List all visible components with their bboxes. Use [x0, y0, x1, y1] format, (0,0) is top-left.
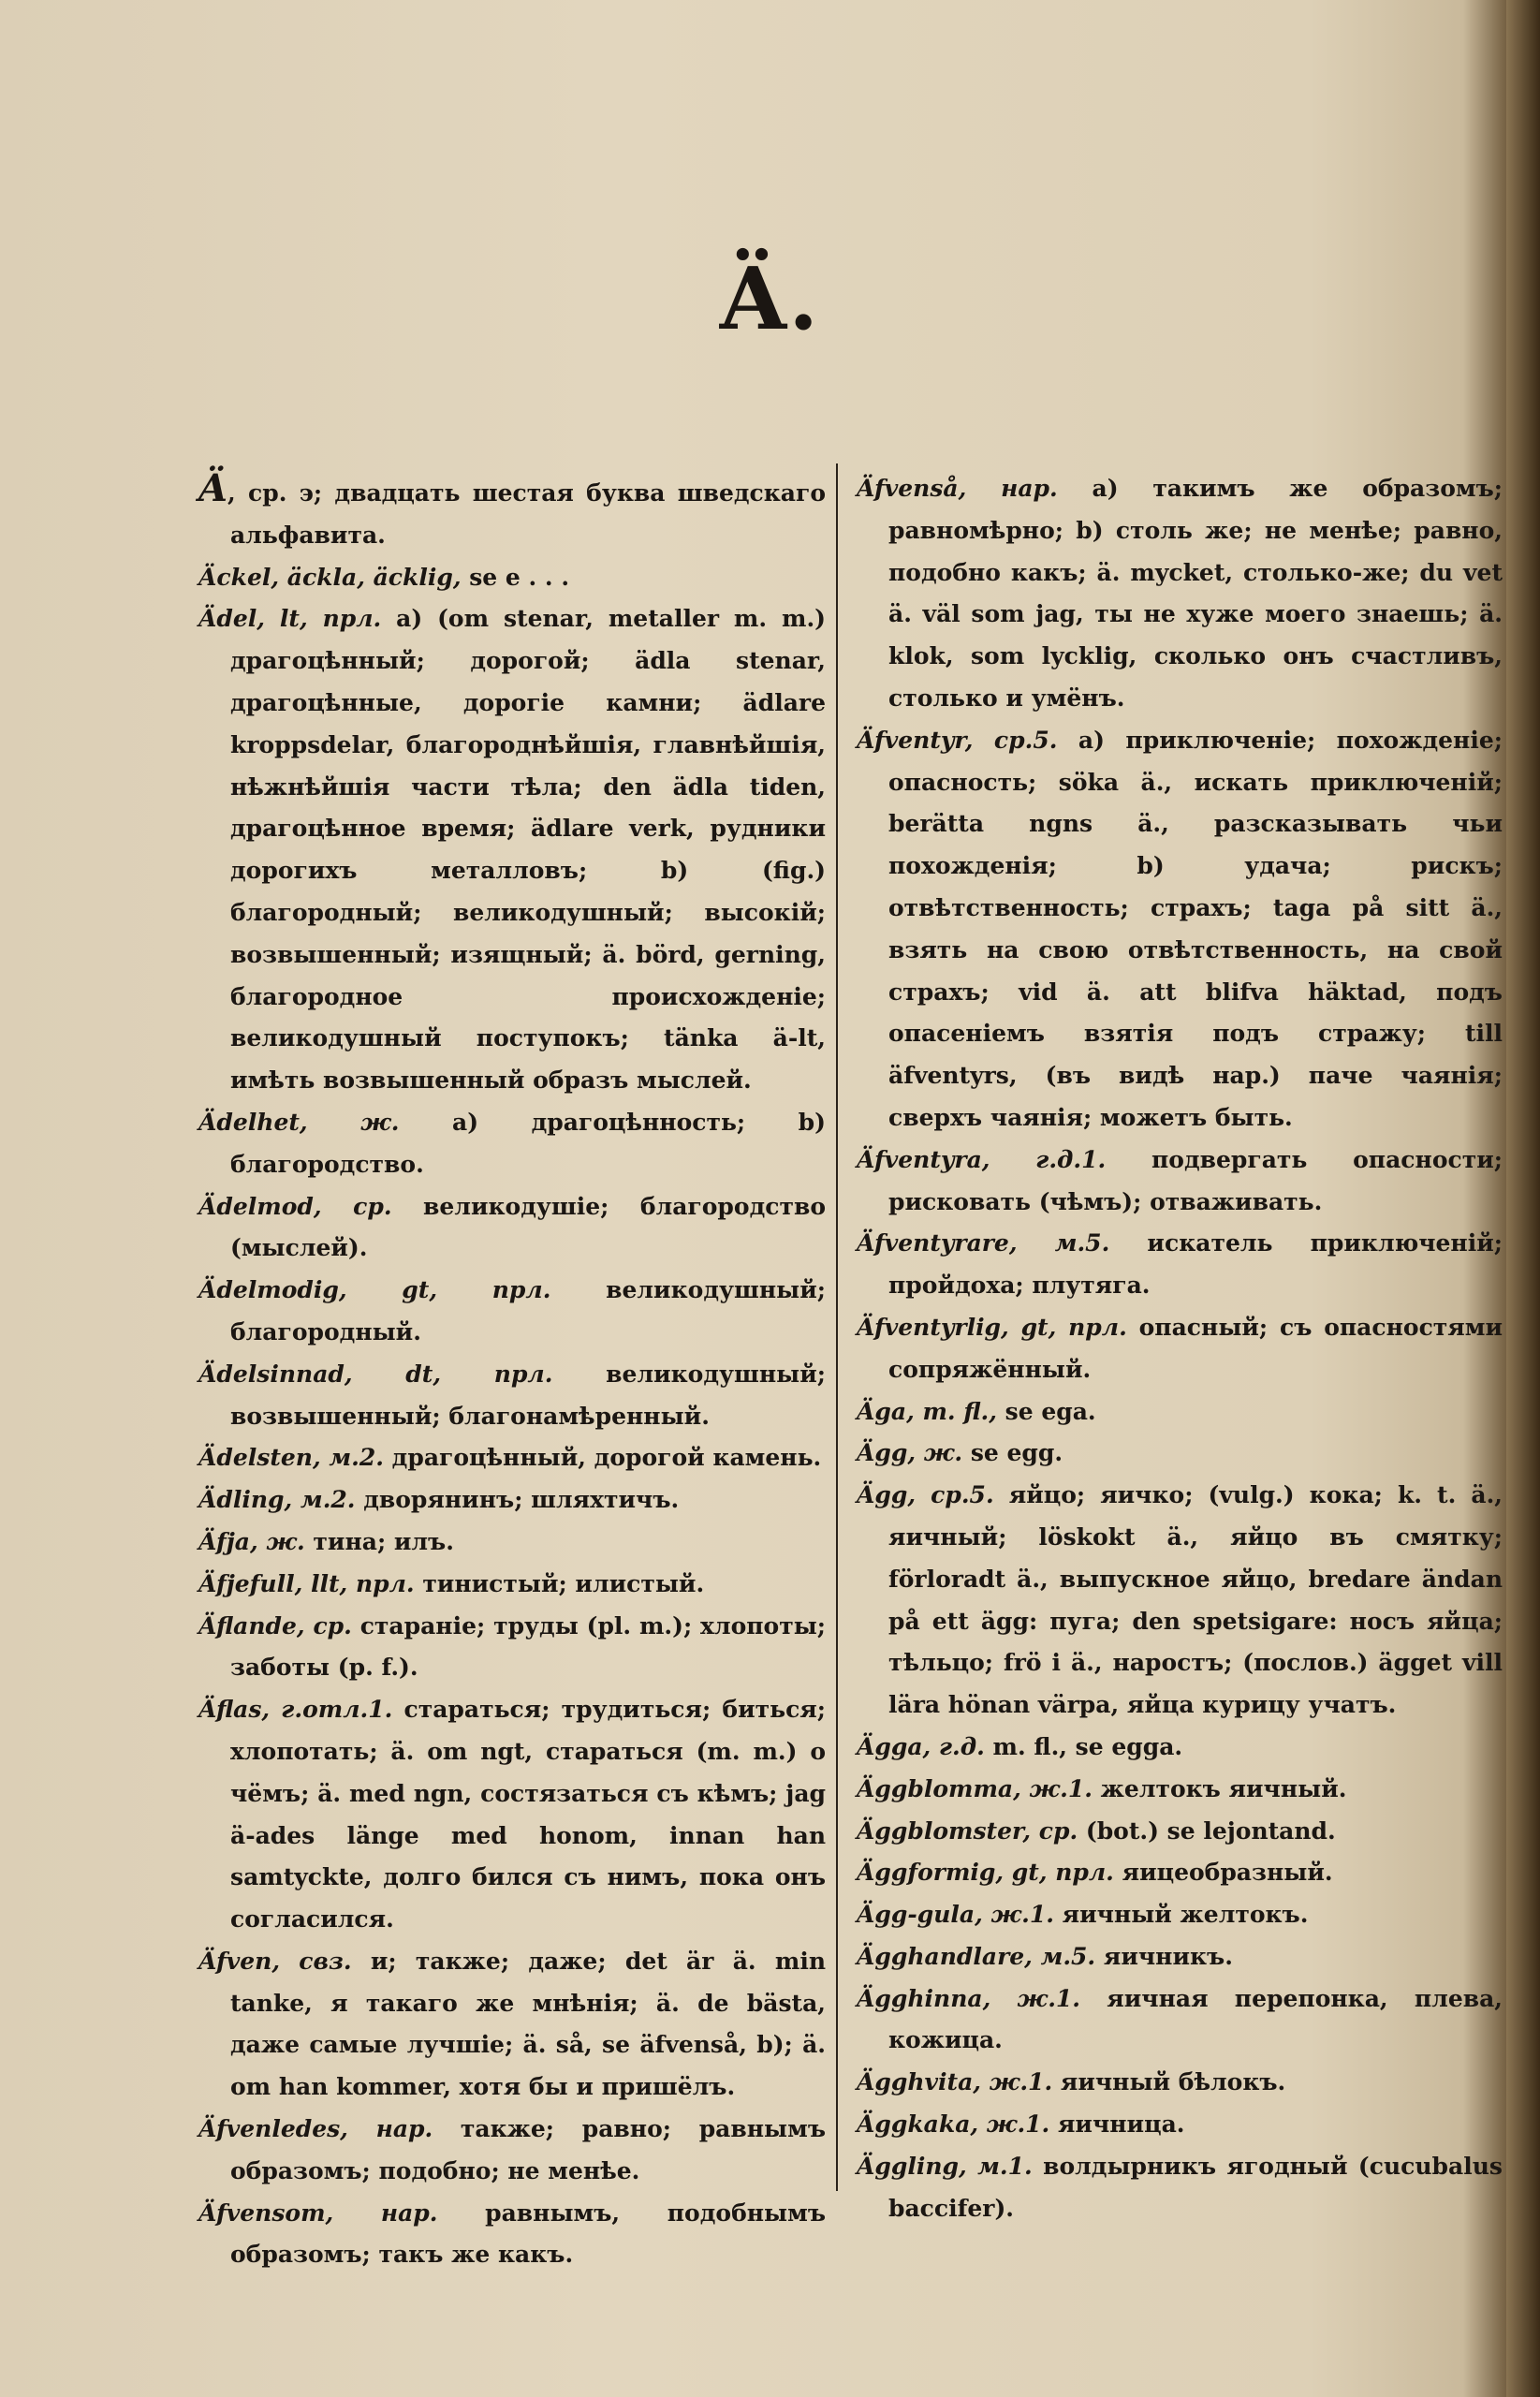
entry-definition: яичница. [1049, 2110, 1185, 2139]
dictionary-entry [857, 1140, 1503, 1224]
entry-definition: se egg. [962, 1439, 1063, 1467]
entry-headword: Ädelmod, ср. [198, 1192, 392, 1220]
entry-definition: подвергать опасности; рисковать (чѣмъ); отваживать. [888, 1145, 1503, 1215]
entry-definition: яичный бѣлокъ. [1052, 2068, 1286, 2096]
entry-definition: (bot.) se lejontand. [1078, 1816, 1336, 1845]
entry-headword: Ädling, м.2. [198, 1486, 356, 1514]
entry-headword: Äfventyrlig, gt, прл. [857, 1313, 1127, 1341]
entry-definition: великодушный; благородный. [230, 1276, 826, 1346]
dictionary-entry [857, 1433, 1503, 1475]
entry-definition: яичный желтокъ. [1053, 1901, 1309, 1929]
entry-definition: m. fl., se egga. [984, 1732, 1183, 1760]
dictionary-entry [857, 1223, 1503, 1307]
dictionary-entry [198, 1689, 826, 1941]
entry-definition: равнымъ, подобнымъ образомъ; такъ же какъ. [230, 2198, 827, 2269]
dictionary-entry [198, 1479, 826, 1522]
entry-headword: Äflande, ср. [198, 1611, 352, 1640]
dictionary-entry [857, 1936, 1503, 1978]
dictionary-entry [857, 1391, 1503, 1434]
entry-headword: Äckel, äckla, äcklig, [198, 563, 462, 591]
entry-headword: Äfventyra, г.д.1. [857, 1145, 1107, 1173]
entry-definition: искатель приключеній; пройдоха; плутяга. [888, 1229, 1503, 1300]
dictionary-entry [857, 720, 1503, 1140]
entry-headword: Äfja, ж. [198, 1527, 305, 1555]
page-edge [1506, 0, 1540, 2397]
entry-headword: Äggblomma, ж.1. [857, 1774, 1093, 1802]
entry-definition: и; также; даже; det är ä. min tanke, я такаго же мнѣнія; ä. de bästa, даже самые лучшіе; ä. så, se äfvenså, b); ä. om han kommer, хотя бы и пришёлъ. [230, 1947, 827, 2101]
entry-definition: яицеобразный. [1113, 1859, 1333, 1887]
entry-definition: волдырникъ ягодный (cucubalus baccifer). [888, 2152, 1503, 2222]
dictionary-entry [857, 2146, 1503, 2230]
entry-headword: Ägghvita, ж.1. [857, 2068, 1053, 2096]
dictionary-entry [198, 1564, 826, 1606]
dictionary-entry [198, 1941, 826, 2109]
entry-headword: Äfvenledes, нар. [198, 2115, 433, 2143]
entry-definition: тина; илъ. [304, 1527, 454, 1555]
entry-definition: стараніе; труды (pl. m.); хлопоты; заботы (p. f.). [230, 1611, 826, 1682]
entry-headword: Äggling, м.1. [857, 2152, 1033, 2180]
dictionary-entry [857, 1978, 1503, 2063]
dictionary-entry [857, 1894, 1503, 1936]
entry-headword: Äfvensom, нар. [198, 2198, 438, 2227]
entry-definition: a) такимъ же образомъ; равномѣрно; b) столь же; не менѣе; равно, подобно какъ; ä. mycket, столько-же; du vet ä. väl som jag, ты не хуже моего знаешь; ä. klok, som lycklig, сколько онъ счастливъ, столько и умёнъ. [888, 475, 1503, 712]
dictionary-entry [198, 2193, 826, 2277]
entry-headword: Äfjefull, llt, прл. [198, 1569, 415, 1597]
entry-headword: Äfventyr, ср.5. [857, 726, 1058, 754]
right-column [857, 468, 1503, 2229]
entry-definition: a) (om stenar, metaller m. m.) драгоцѣнный; дорогой; ädla stenar, драгоцѣнные, дорогіе камни; ädlare kroppsdelar, благороднѣйшія, главнѣйшія, нѣжнѣйшія части тѣла; den ädla tiden, драгоцѣнное время; ädlare verk, рудники дорогихъ металловъ; b) (fig.) благородный; великодушный; высокій; возвышенный; изящный; ä. börd, gerning, благородное происхожденіе; великодушный поступокъ; tänka ä-lt, имѣть возвышенный образъ мыслей. [230, 605, 826, 1095]
entry-definition: se ega. [996, 1397, 1096, 1425]
entry-headword: Ägg, ср.5. [857, 1481, 994, 1509]
dictionary-entry [198, 468, 826, 557]
entry-definition: , ср. э; двадцать шестая буква шведскаго альфавита. [227, 479, 826, 549]
dictionary-entry [857, 1727, 1503, 1769]
entry-headword: Ägg, ж. [857, 1439, 963, 1467]
entry-headword: Ädelsinnad, dt, прл. [198, 1360, 553, 1388]
entry-headword: Äfven, свз. [198, 1947, 352, 1975]
entry-headword: Äggblomster, ср. [857, 1816, 1078, 1845]
left-column [198, 468, 826, 2276]
entry-definition: яичникъ. [1095, 1942, 1233, 1970]
entry-headword: Äggkaka, ж.1. [857, 2110, 1050, 2139]
dictionary-entry [857, 1769, 1503, 1811]
entry-headword: Ädelsten, м.2. [198, 1444, 384, 1472]
entry-headword: Äfvenså, нар. [857, 475, 1058, 502]
entry-definition: стараться; трудиться; биться; хлопотать; ä. om ngt, стараться (m. m.) о чёмъ; ä. med ngn, состязаться съ кѣмъ; jag ä-ades länge med honom, innan han samtyckte, долго бился съ нимъ, пока онъ согласился. [230, 1696, 826, 1934]
entry-headword: Ägga, г.д. [857, 1732, 985, 1760]
entry-definition: желтокъ яичный. [1092, 1774, 1347, 1802]
dictionary-entry [857, 468, 1503, 720]
dictionary-entry [857, 1307, 1503, 1391]
entry-definition: тинистый; илистый. [414, 1569, 705, 1597]
entry-definition: великодушный; возвышенный; благонамѣренный. [230, 1360, 827, 1430]
entry-headword: Ädel, lt, прл. [198, 605, 382, 633]
dictionary-entry [857, 2104, 1503, 2146]
dictionary-entry [857, 2062, 1503, 2104]
entry-definition: также; равно; равнымъ образомъ; подобно; не менѣе. [230, 2115, 826, 2184]
entry-definition: яйцо; яичко; (vulg.) кока; k. t. ä., яичный; löskokt ä., яйцо въ смятку; förloradt ä., выпускное яйцо, bredare ändan på ett ägg: пуга; den spetsigare: носъ яйца; тѣльцо; frö i ä., наростъ; (послов.) ägget vill lära hönan värpa, яйца курицу учатъ. [888, 1481, 1503, 1719]
entry-headword: Ä [198, 466, 228, 510]
entry-headword: Äfventyrare, м.5. [857, 1229, 1110, 1257]
entry-definition: яичная перепонка, плева, кожица. [888, 1984, 1503, 2054]
dictionary-entry [198, 1522, 826, 1564]
entry-definition: a) драгоцѣнность; b) благородство. [230, 1108, 826, 1178]
column-divider [836, 463, 838, 2191]
entry-definition: a) приключеніе; похожденіе; опасность; söka ä., искать приключеній; berätta ngns ä., разсказывать чьи похожденія; b) удача; рискъ; отвѣтственность; страхъ; taga på sitt ä., взять на свою отвѣтственность, на свой страхъ; vid ä. att blifva häktad, подъ опасеніемъ взятія подъ стражу; till äfventyrs, (въ видѣ нар.) паче чаянія; сверхъ чаянія; можетъ быть. [888, 726, 1503, 1131]
entry-definition: опасный; съ опасностями сопряжённый. [888, 1313, 1503, 1383]
letter-heading: Ä. [719, 248, 821, 349]
dictionary-entry [198, 1270, 826, 1354]
dictionary-entry [198, 557, 826, 599]
dictionary-entry [198, 598, 826, 1102]
entry-headword: Ägg-gula, ж.1. [857, 1901, 1054, 1929]
dictionary-entry [198, 1102, 826, 1186]
entry-headword: Äflas, г.отл.1. [198, 1696, 393, 1724]
entry-headword: Ädelmodig, gt, прл. [198, 1276, 551, 1304]
entry-definition: дворянинъ; шляхтичъ. [355, 1486, 680, 1514]
entry-definition: драгоцѣнный, дорогой камень. [383, 1444, 822, 1472]
dictionary-entry [857, 1852, 1503, 1894]
entry-headword: Ädelhet, ж. [198, 1108, 400, 1136]
entry-headword: Äga, m. fl., [857, 1397, 997, 1425]
dictionary-entry [198, 1437, 826, 1479]
dictionary-entry [857, 1475, 1503, 1727]
entry-definition: великодушіе; благородство (мыслей). [230, 1192, 826, 1262]
entry-definition: se e . . . [461, 563, 570, 591]
entry-headword: Ägghinna, ж.1. [857, 1984, 1080, 2012]
dictionary-entry [198, 1186, 826, 1271]
entry-headword: Äggformig, gt, прл. [857, 1859, 1114, 1887]
entry-headword: Ägghandlare, м.5. [857, 1942, 1096, 1970]
dictionary-entry [198, 1354, 826, 1438]
dictionary-entry [198, 1606, 826, 1690]
dictionary-entry [857, 1811, 1503, 1853]
dictionary-entry [198, 2109, 826, 2193]
